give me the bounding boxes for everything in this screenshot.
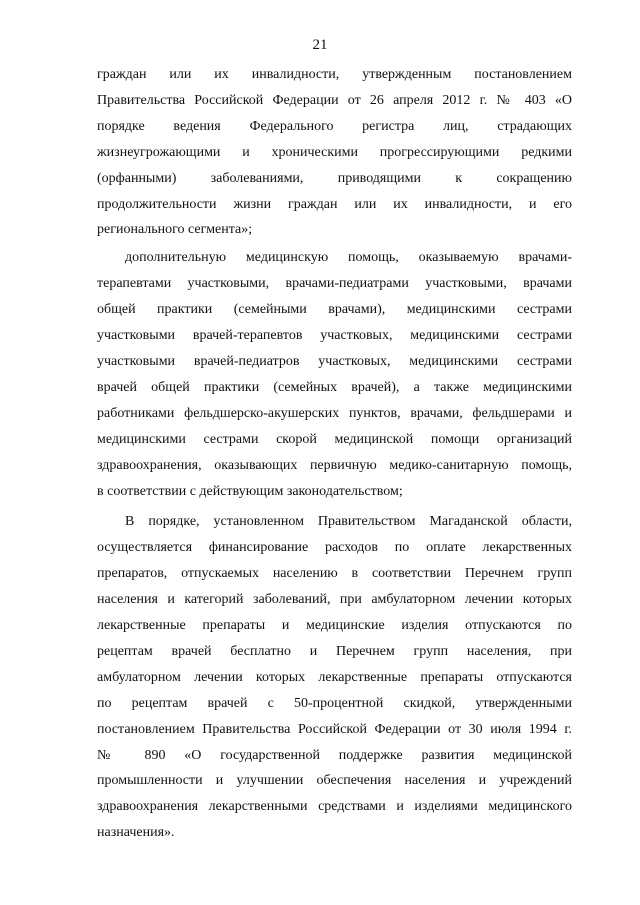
text-line: здравоохранения лекарственными средствами и изделиями медицинского bbox=[97, 799, 572, 815]
text-line: участковыми врачей-педиатров участковых, медицинскими сестрами bbox=[97, 353, 572, 369]
text-line: терапевтами участковыми, врачами-педиатрами участковыми, врачами bbox=[97, 276, 572, 292]
document-body bbox=[97, 62, 572, 846]
text-line: № 890 «О государственной поддержке развития медицинской bbox=[97, 747, 572, 763]
paragraph-2 bbox=[97, 245, 572, 504]
text-line: граждан или их инвалидности, утвержденным постановлением bbox=[97, 67, 572, 82]
page-number: 21 bbox=[312, 37, 328, 53]
text-line: амбулаторном лечении которых лекарственные препараты отпускаются bbox=[97, 669, 572, 685]
text-line: жизнеугрожающими и хроническими прогрессирующими редкими bbox=[97, 144, 572, 160]
text-line: участковыми врачей-терапевтов участковых, медицинскими сестрами bbox=[97, 328, 572, 344]
text-line: продолжительности жизни граждан или их инвалидности, и его bbox=[97, 196, 572, 212]
text-line: препаратов, отпускаемых населению в соответствии Перечнем групп bbox=[97, 566, 572, 582]
text-line: в соответствии с действующим законодательством; bbox=[97, 483, 403, 499]
text-line: дополнительную медицинскую помощь, оказываемую врачами- bbox=[125, 250, 572, 266]
text-line: лекарственные препараты и медицинские изделия отпускаются по bbox=[97, 618, 572, 634]
text-line: рецептам врачей бесплатно и Перечнем групп населения, при bbox=[97, 643, 572, 659]
text-line: здравоохранения, оказывающих первичную медико-санитарную помощь, bbox=[97, 457, 572, 473]
text-line: постановлением Правительства Российской Федерации от 30 июля 1994 г. bbox=[97, 721, 572, 737]
text-line: населения и категорий заболеваний, при амбулаторном лечении которых bbox=[97, 592, 572, 608]
text-line: осуществляется финансирование расходов по оплате лекарственных bbox=[97, 540, 572, 556]
paragraph-1 bbox=[97, 62, 572, 243]
text-line: по рецептам врачей с 50-процентной скидкой, утвержденными bbox=[97, 695, 572, 711]
text-line: промышленности и улучшении обеспечения населения и учреждений bbox=[97, 773, 572, 789]
text-line: медицинскими сестрами скорой медицинской помощи организаций bbox=[97, 431, 572, 447]
text-line: работниками фельдшерско-акушерских пунктов, врачами, фельдшерами и bbox=[97, 405, 572, 421]
text-line: общей практики (семейными врачами), медицинскими сестрами bbox=[97, 302, 572, 318]
text-line: порядке ведения Федерального регистра лиц, страдающих bbox=[97, 118, 572, 134]
paragraph-3 bbox=[97, 509, 572, 846]
text-line: В порядке, установленном Правительством Магаданской области, bbox=[125, 514, 572, 530]
text-line: (орфанными) заболеваниями, приводящими к сокращению bbox=[97, 170, 572, 186]
text-line: врачей общей практики (семейных врачей), а также медицинскими bbox=[97, 379, 572, 395]
text-line: Правительства Российской Федерации от 26 апреля 2012 г. № 403 «О bbox=[97, 92, 572, 108]
text-line: назначения». bbox=[97, 825, 175, 841]
text-line: регионального сегмента»; bbox=[97, 222, 253, 238]
